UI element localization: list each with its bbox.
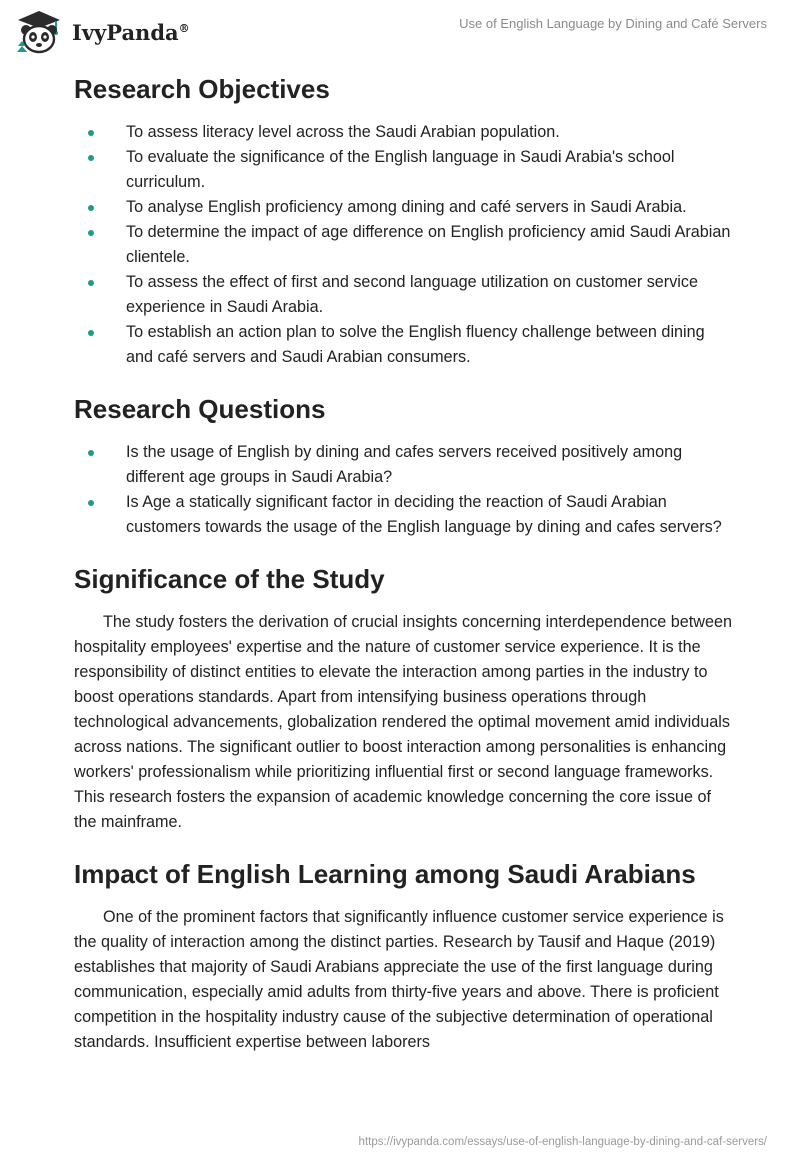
bullet-icon <box>88 130 94 136</box>
registered-mark: ® <box>178 22 190 35</box>
list-item-text: To evaluate the significance of the English language in Saudi Arabia's school curriculum. <box>126 148 675 191</box>
document-title: Use of English Language by Dining and Café Servers <box>459 16 767 31</box>
research-questions-list <box>74 440 734 540</box>
bullet-icon <box>88 155 94 161</box>
main-content <box>74 72 734 1055</box>
list-item-text: To establish an action plan to solve the English fluency challenge between dining and café servers and Saudi Arabian consumers. <box>126 323 705 366</box>
list-item <box>74 440 734 490</box>
impact-paragraph: One of the prominent factors that significantly influence customer service experience is the quality of interaction among the distinct parties. Research by Tausif and Haque (2019) establishes that majority of Saudi Arabians appreciate the use of the first language during communication, especially amid adults from thirty-five years and above. There is proficient competition in the hospitality industry cause of the subjective determination of operational standards. Insufficient expertise between laborers <box>74 908 724 1051</box>
list-item-text: To determine the impact of age difference on English proficiency amid Saudi Arabian clientele. <box>126 223 731 266</box>
bullet-icon <box>88 330 94 336</box>
list-item <box>74 270 734 320</box>
research-objectives-list <box>74 120 734 370</box>
brand-text: IvyPanda <box>72 20 179 45</box>
bullet-icon <box>88 205 94 211</box>
ivypanda-logo-icon[interactable] <box>14 8 64 56</box>
significance-paragraph: The study fosters the derivation of crucial insights concerning interdependence between hospitality employees' expertise and the nature of customer service experience. It is the responsibility of distinct entities to elevate the interaction among parties in the industry to boost operations standards. Apart from intensifying business operations through technological advancements, globalization rendered the optimal movement amid individuals across nations. The significant outlier to boost interaction among personalities is enhancing workers' professionalism while prioritizing influential first or second language frameworks. This research fosters the expansion of academic knowledge concerning the core issue of the mainframe. <box>74 613 732 831</box>
list-item <box>74 195 734 220</box>
bullet-icon <box>88 500 94 506</box>
bullet-icon <box>88 450 94 456</box>
list-item-text: Is the usage of English by dining and cafes servers received positively among different age groups in Saudi Arabia? <box>126 443 683 486</box>
list-item <box>74 220 734 270</box>
bullet-icon <box>88 230 94 236</box>
list-item <box>74 120 734 145</box>
impact-heading: Impact of English Learning among Saudi Arabians <box>74 859 696 889</box>
list-item <box>74 320 734 370</box>
list-item-text: To assess literacy level across the Saudi Arabian population. <box>126 123 560 141</box>
significance-heading: Significance of the Study <box>74 564 385 594</box>
list-item <box>74 145 734 195</box>
bullet-icon <box>88 280 94 286</box>
list-item <box>74 490 734 540</box>
list-item-text: To analyse English proficiency among dining and café servers in Saudi Arabia. <box>126 198 687 216</box>
brand-name[interactable] <box>72 20 190 45</box>
research-objectives-heading: Research Objectives <box>74 74 330 104</box>
list-item-text: To assess the effect of first and second language utilization on customer service experience in Saudi Arabia. <box>126 273 698 316</box>
list-item-text: Is Age a statically significant factor in deciding the reaction of Saudi Arabian customers towards the usage of the English language by dining and cafes servers? <box>126 493 722 536</box>
page-header <box>0 0 800 60</box>
footer-source-url[interactable]: https://ivypanda.com/essays/use-of-english-language-by-dining-and-caf-servers/ <box>358 1136 767 1148</box>
research-questions-heading: Research Questions <box>74 394 326 424</box>
